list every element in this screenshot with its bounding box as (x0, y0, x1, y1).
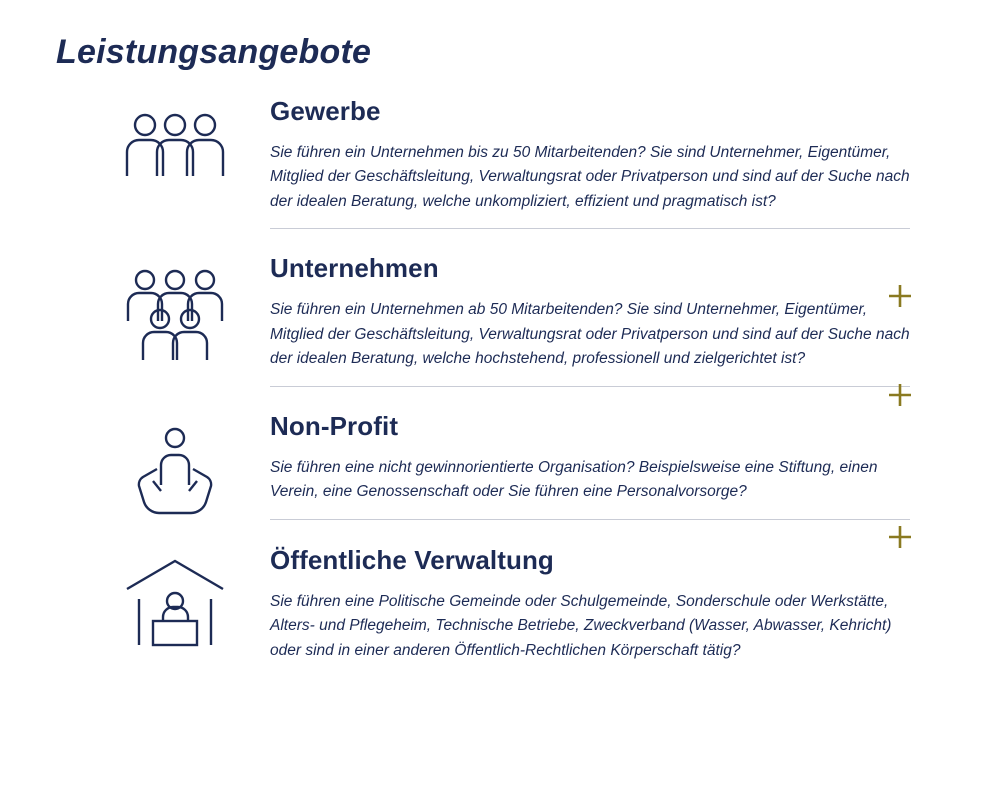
divider-non-profit (270, 519, 910, 520)
icon-cell-unternehmen (80, 253, 270, 365)
person-in-hands-icon (123, 425, 227, 521)
service-offer-list (0, 96, 982, 663)
divider-unternehmen (270, 386, 910, 387)
section-title-oeffentliche-verwaltung: Öffentliche Verwaltung (270, 544, 554, 575)
section-unternehmen[interactable] (0, 253, 982, 386)
town-hall-desk-icon (123, 559, 227, 649)
section-text-oeffentliche-verwaltung: Sie führen eine Politische Gemeinde oder Schulgemeinde, Sonderschule oder Werkstätte, Alters- und Pflegeheim, Technische Betriebe, Zweckverband (Wasser, Abwasser, Kehricht) oder sind in einer anderen Öffentlich-Rechtlichen Körperschaft tätig? (270, 592, 892, 659)
section-text-non-profit: Sie führen eine nicht gewinnorientierte Organisation? Beispielsweise eine Stiftung, einen Verein, eine Genossenschaft oder Sie führen eine Personalvorsorge? (270, 458, 878, 501)
section-oeffentliche-verwaltung[interactable] (0, 545, 982, 663)
expand-button-unternehmen[interactable] (886, 381, 914, 409)
icon-cell-oeffentliche-verwaltung (80, 545, 270, 649)
page-title: Leistungsangebote (56, 32, 372, 71)
icon-cell-gewerbe (80, 96, 270, 190)
section-title-gewerbe: Gewerbe (270, 96, 381, 126)
section-non-profit[interactable] (0, 411, 982, 521)
content-oeffentliche-verwaltung (270, 545, 982, 663)
three-people-icon (121, 110, 229, 190)
group-of-people-icon (120, 267, 230, 365)
section-text-gewerbe: Sie führen ein Unternehmen bis zu 50 Mitarbeitenden? Sie sind Unternehmer, Eigentümer, Mitglied der Geschäftsleitung, Verwaltungsrat oder Privatperson und sind auf der Suche nach der idealen Beratung, welche unkompliziert, effizient und pragmatisch ist? (270, 144, 910, 210)
divider-gewerbe (270, 228, 910, 229)
icon-cell-non-profit (80, 411, 270, 521)
section-title-non-profit: Non-Profit (270, 410, 399, 441)
section-text-unternehmen: Sie führen ein Unternehmen ab 50 Mitarbeitenden? Sie sind Unternehmer, Eigentümer, Mitglied der Geschäftsleitung, Verwaltungsrat oder Privatperson und sind auf der Suche nach der idealen Beratung, welche hochstehend, professionell und zielgerichtet ist? (270, 301, 910, 368)
content-unternehmen (270, 253, 982, 386)
plus-icon (886, 381, 914, 409)
section-title-unternehmen: Unternehmen (270, 253, 439, 284)
content-non-profit (270, 411, 982, 520)
section-gewerbe[interactable] (0, 96, 982, 229)
content-gewerbe (270, 96, 982, 229)
